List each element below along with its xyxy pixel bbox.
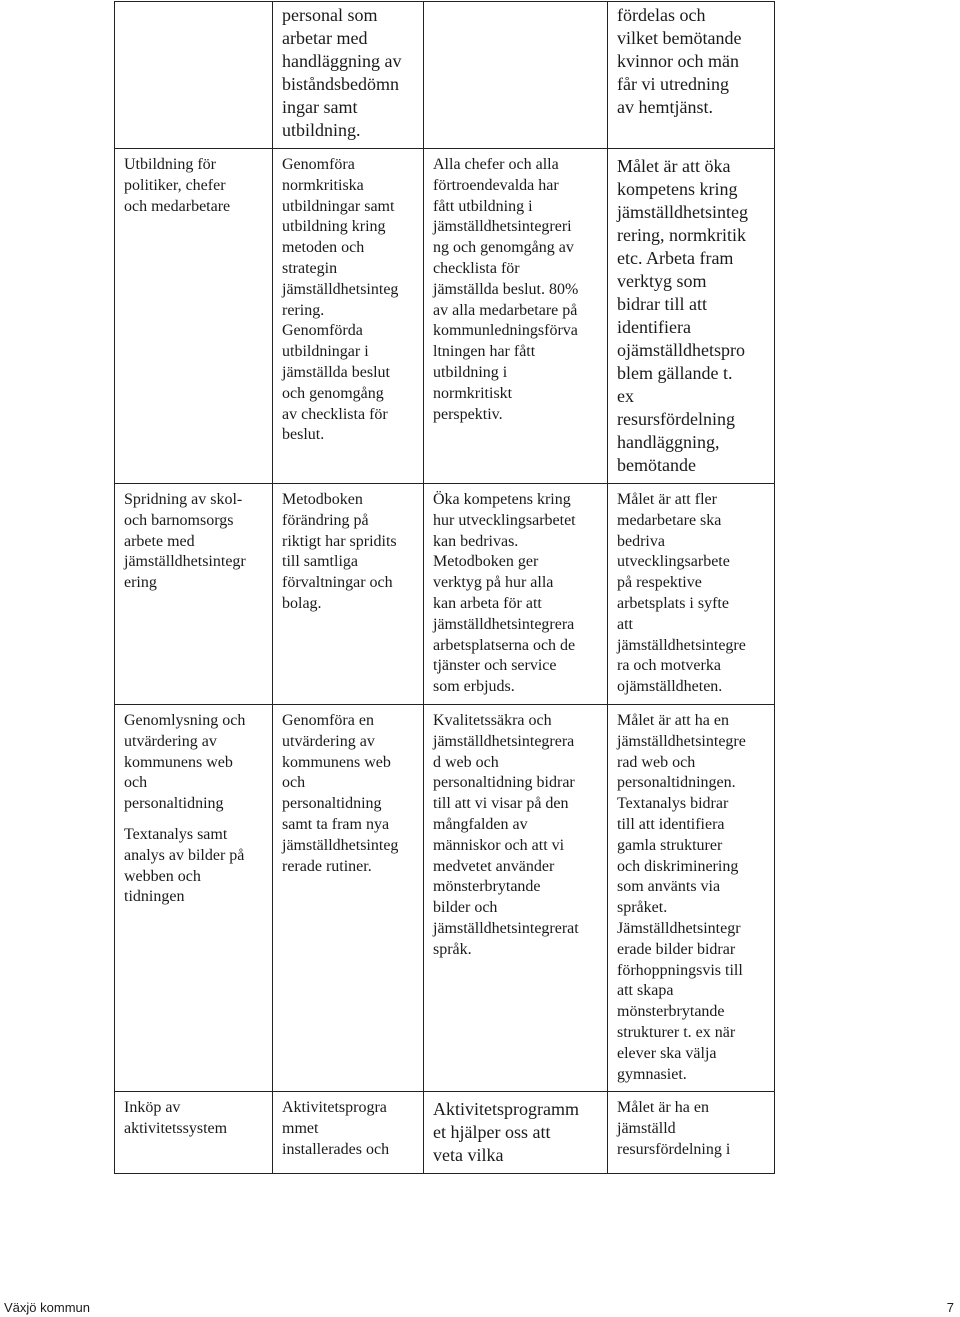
cell-result (424, 2, 608, 149)
cell-measure: Genomföra en utvärdering av kommunens web och personaltidning samt ta fram nya jämställdhetsinteg rerade rutiner. (273, 704, 424, 1091)
cell-measure: Aktivitetsprogra mmet installerades och (273, 1092, 424, 1174)
cell-measure: personal som arbetar med handläggning av biståndsbedömn ingar samt utbildning. (273, 2, 424, 149)
activity-table (114, 1, 775, 1174)
table-row (115, 2, 775, 149)
footer-organization: Växjö kommun (4, 1300, 90, 1315)
cell-result: Öka kompetens kring hur utvecklingsarbetet kan bedrivas. Metodboken ger verktyg på hur alla kan arbeta för att jämställdhetsintegrera arbetsplatserna och de tjänster och service som erbjuds. (424, 484, 608, 705)
cell-measure: Metodboken förändring på riktigt har spridits till samtliga förvaltningar och bolag. (273, 484, 424, 705)
cell-activity: Utbildning för politiker, chefer och medarbetare (115, 149, 273, 484)
table-row (115, 1092, 775, 1174)
page-number: 7 (946, 1300, 954, 1315)
table-row (115, 704, 775, 1091)
cell-goal: Målet är att ha en jämställdhetsintegre rad web och personaltidningen. Textanalys bidrar till att identifiera gamla strukturer och diskriminering som använts via språket. Jämställdhetsintegr erade bilder bidrar förhoppningsvis till att skapa mönsterbrytande strukturer t. ex när elever ska välja gymnasiet. (608, 704, 775, 1091)
cell-goal: Målet är ha en jämställd resursfördelning i (608, 1092, 775, 1174)
cell-result: Aktivitetsprogramm et hjälper oss att veta vilka (424, 1092, 608, 1174)
activity-paragraph: Genomlysning och utvärdering av kommunens web och personaltidning (124, 711, 246, 813)
table-row (115, 484, 775, 705)
cell-activity: Inköp av aktivitetssystem (115, 1092, 273, 1174)
cell-goal: Målet är att fler medarbetare ska bedriva utvecklingsarbete på respektive arbetsplats i syfte att jämställdhetsintegre ra och motverka ojämställdheten. (608, 484, 775, 705)
cell-activity (115, 2, 273, 149)
cell-result: Kvalitetssäkra och jämställdhetsintegrera d web och personaltidning bidrar till att vi visar på den mångfalden av människor och att vi medvetet använder mönsterbrytande bilder och jämställdhetsintegrerat språk. (424, 704, 608, 1091)
activity-paragraph: Textanalys samt analys av bilder på webben och tidningen (124, 825, 245, 906)
cell-goal: fördelas och vilket bemötande kvinnor och män får vi utredning av hemtjänst. (608, 2, 775, 149)
cell-activity (115, 704, 273, 1091)
cell-activity: Spridning av skol- och barnomsorgs arbete med jämställdhetsintegr ering (115, 484, 273, 705)
cell-result: Alla chefer och alla förtroendevalda har fått utbildning i jämställdhetsintegreri ng och genomgång av checklista för jämställda beslut. 80% av alla medarbetare på kommunledningsförva ltningen har fått utbildning i normkritiskt perspektiv. (424, 149, 608, 484)
cell-measure: Genomföra normkritiska utbildningar samt utbildning kring metoden och strategin jämställdhetsinteg rering. Genomförda utbildningar i jämställda beslut och genomgång av checklista för beslut. (273, 149, 424, 484)
table-row (115, 149, 775, 484)
cell-goal: Målet är att öka kompetens kring jämställdhetsinteg rering, normkritik etc. Arbeta fram verktyg som bidrar till att identifiera ojämställdhetspro blem gällande t. ex resursfördelning handläggning, bemötande (608, 149, 775, 484)
